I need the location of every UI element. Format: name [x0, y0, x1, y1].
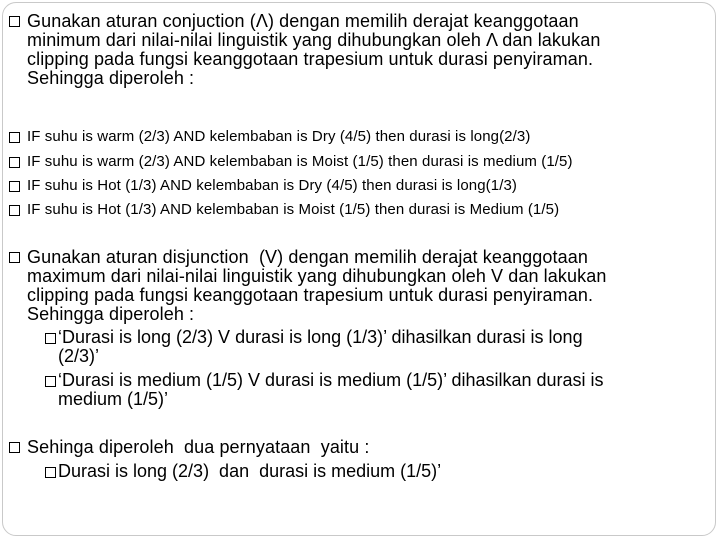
bullet-box-icon: [9, 181, 20, 192]
sub-bullet-box-icon: [45, 333, 56, 344]
disjunction-sub-item-2: [45, 371, 604, 390]
bullet-disjunction: [9, 248, 606, 324]
sub-item-text: ‘Durasi is medium (1/5) V durasi is medium (1/5)’ dihasilkan durasi is: [58, 370, 604, 390]
disjunction-sub-item-1: [45, 328, 583, 347]
sub-item-continuation: medium (1/5)’: [58, 389, 169, 409]
rule-item-3: [9, 178, 517, 194]
sub-bullet-box-icon: [45, 376, 56, 387]
text-line: Sehingga diperoleh :: [27, 68, 195, 88]
text-line: Sehingga diperoleh :: [27, 304, 195, 324]
text-line: clipping pada fungsi keanggotaan trapesium untuk durasi penyiraman.: [27, 285, 594, 305]
bullet-box-icon: [9, 157, 20, 168]
text-line: Gunakan aturan disjunction (V) dengan memilih derajat keanggotaan: [27, 247, 588, 267]
conclusion-text: Sehinga diperoleh dua pernyataan yaitu :: [27, 437, 370, 457]
rule-text: IF suhu is Hot (1/3) AND kelembaban is Moist (1/5) then durasi is Medium (1/5): [27, 201, 560, 218]
rule-item-1: [9, 129, 530, 145]
sub-bullet-box-icon: [45, 467, 56, 478]
sub-item-continuation: (2/3)’: [58, 346, 100, 366]
text-line: minimum dari nilai-nilai linguistik yang dihubungkan oleh Λ dan lakukan: [27, 30, 601, 50]
bullet-box-icon: [9, 205, 20, 216]
sub-item-text: ‘Durasi is long (2/3) V durasi is long (1/3)’ dihasilkan durasi is long: [58, 327, 583, 347]
bullet-box-icon: [9, 442, 20, 453]
bullet-box-icon: [9, 252, 20, 263]
rule-item-2: [9, 154, 573, 170]
conclusion-sub-item: [45, 462, 441, 481]
text-line: maximum dari nilai-nilai linguistik yang dihubungkan oleh V dan lakukan: [27, 266, 607, 286]
text-line: clipping pada fungsi keanggotaan trapesium untuk durasi penyiraman.: [27, 49, 594, 69]
rule-text: IF suhu is Hot (1/3) AND kelembaban is Dry (4/5) then durasi is long(1/3): [27, 177, 518, 194]
bullet-conclusion: [9, 438, 369, 457]
text-line: Gunakan aturan conjuction (Λ) dengan memilih derajat keanggotaan: [27, 11, 579, 31]
rule-text: IF suhu is warm (2/3) AND kelembaban is Dry (4/5) then durasi is long(2/3): [27, 128, 531, 145]
bullet-box-icon: [9, 16, 20, 27]
rule-text: IF suhu is warm (2/3) AND kelembaban is Moist (1/5) then durasi is medium (1/5): [27, 153, 573, 170]
bullet-box-icon: [9, 132, 20, 143]
bullet-conjunction: [9, 12, 600, 88]
disjunction-paragraph: [27, 248, 606, 324]
sub-item-text: Durasi is long (2/3) dan durasi is medium (1/5)’: [58, 461, 442, 481]
conjunction-paragraph: [27, 12, 600, 88]
rule-item-4: [9, 202, 559, 218]
